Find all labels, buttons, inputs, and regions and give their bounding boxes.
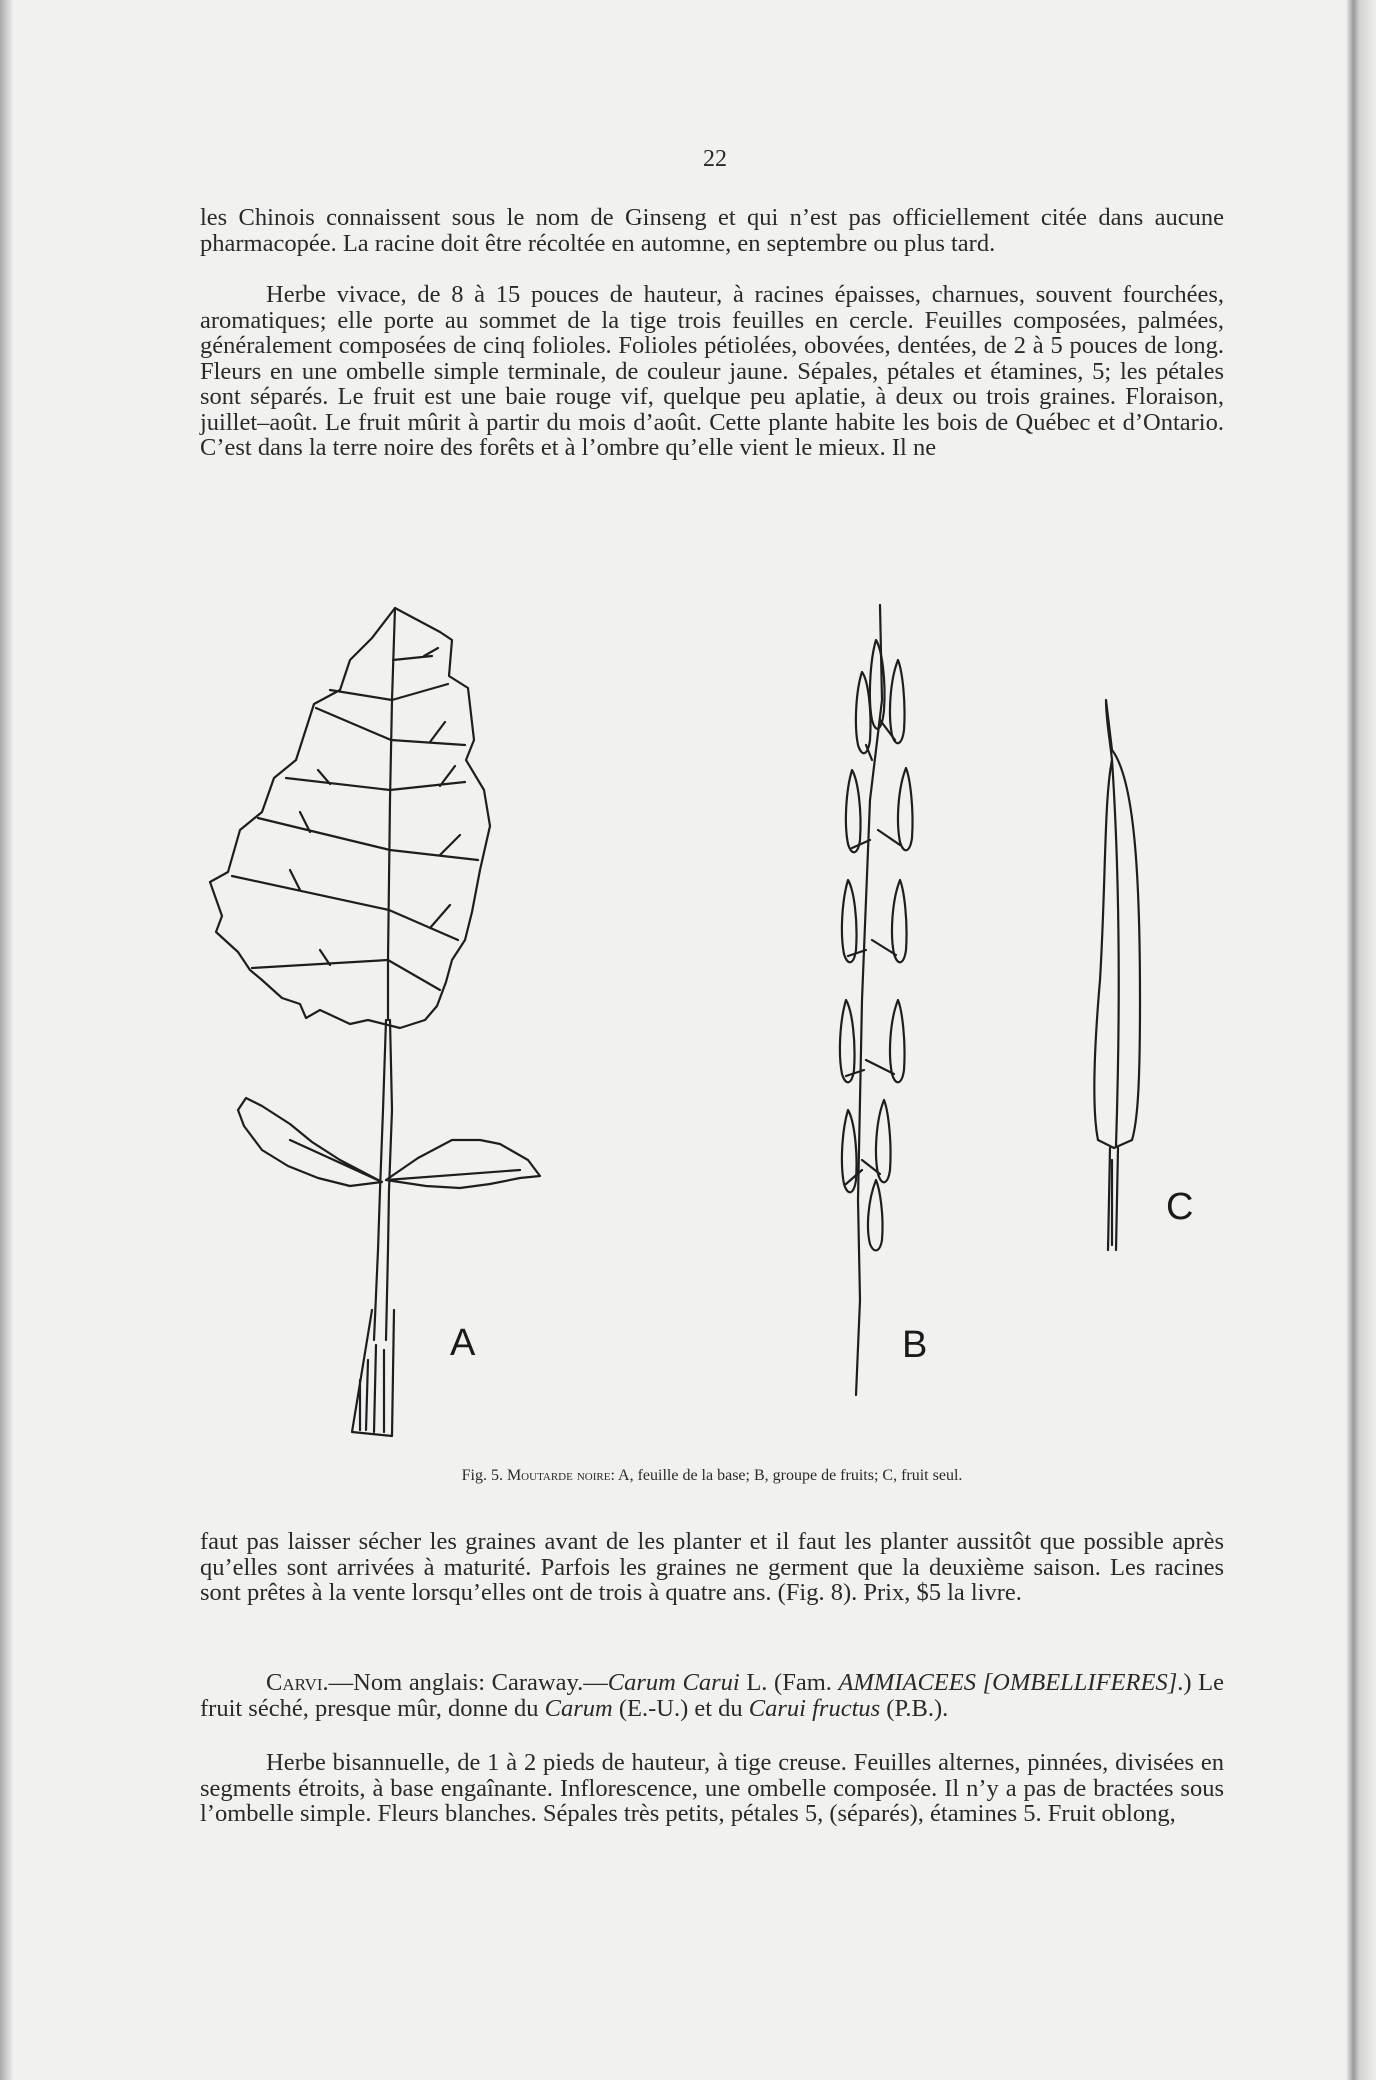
latin-name: Carum Carui [607, 1669, 740, 1696]
family-name: AMMIACEES [OMBELLIFERES] [838, 1669, 1178, 1696]
paragraph-carvi-heading: Carvi.—Nom anglais: Caraway.—Carum Carui L. (Fam. AMMIACEES [OMBELLIFERES].) Le fruit séché, presque mûr, donne du Carum (E.-U.) et du Carui fructus (P.B.). [200, 1669, 1224, 1722]
fruit-pod [868, 1180, 883, 1250]
caption-description: : A, feuille de la base; B, groupe de fruits; C, fruit seul. [610, 1467, 963, 1484]
fruit-pod [876, 1100, 891, 1182]
fruit-pod [898, 768, 913, 850]
paragraph-carvi-description: Herbe bisannuelle, de 1 à 2 pieds de hauteur, à tige creuse. Feuilles alternes, pinnées, divisées en segments étroits, à base engaînante. Inflorescence, une ombelle composée. Il n’y a pas de bractées sous l’ombelle simple. Fleurs blanches. Sépales très petits, pétales 5, (séparés), étamines 5. Fruit oblong, [200, 1749, 1224, 1827]
fruit-pod [842, 880, 857, 962]
lower-leaflet-right [386, 1140, 540, 1188]
fruit-pod [840, 1000, 855, 1082]
leaf-vein [232, 870, 458, 940]
fruit-pod [846, 770, 861, 852]
fruit-pedicels [846, 720, 900, 1184]
leaf-vein [330, 684, 448, 700]
leaf-base-sheath [352, 1310, 394, 1436]
leaf-vein [286, 766, 465, 790]
lower-leaflet-left [238, 1098, 382, 1186]
leaf-vein [258, 812, 478, 860]
caption-fig-number: Fig. 5. [461, 1467, 503, 1484]
figure-label-b: B [902, 1324, 928, 1366]
paragraph-ginseng-intro: les Chinois connaissent sous le nom de Ginseng et qui n’est pas officiellement citée dans aucune pharmacopée. La racine doit être récoltée en automne, en septembre ou plus tard. [200, 204, 1224, 257]
figure-label-c: C [1166, 1186, 1194, 1228]
single-fruit-drawing-c [1094, 700, 1140, 1250]
page-number: 22 [703, 146, 727, 172]
figure-caption [200, 1467, 1224, 1485]
fruit-cluster-stem [856, 605, 882, 1395]
single-fruit-septum [1112, 760, 1119, 1146]
fruit-pod [890, 1000, 905, 1082]
single-fruit-stalk [1108, 1148, 1118, 1250]
fruit-pod [890, 660, 905, 743]
fruit-pod [856, 672, 871, 753]
carvi-title: Carvi [266, 1669, 323, 1696]
figure-label-a: A [450, 1322, 476, 1364]
leaf-vein [393, 648, 438, 660]
paragraph-ginseng-description: Herbe vivace, de 8 à 15 pouces de hauteur, à racines épaisses, charnues, souvent fourchées, aromatiques; elle porte au sommet de la tige trois feuilles en cercle. Feuilles composées, palmées, généralement composées de cinq folioles. Folioles pétiolées, obovées, dentées, de 2 à 5 pouces de long. Fleurs en une ombelle simple terminale, de couleur jaune. Sépales, pétales et étamines, 5; les pétales sont séparés. Le fruit est une baie rouge vif, quelque peu aplatie, à deux ou trois graines. Floraison, juillet–août. Le fruit mûrit à partir du mois d’août. Cette plante habite les bois de Québec et d’Ontario. C’est dans la terre noire des forêts et à l’ombre qu’elle vient le mieux. Il ne [200, 281, 1224, 461]
leaf-midrib [388, 608, 395, 1020]
fruit-cluster-drawing-b [840, 605, 913, 1395]
caption-plant-name: Moutarde noire [506, 1467, 611, 1484]
leaf-drawing-a [210, 608, 540, 1436]
paragraph-ginseng-seeds: faut pas laisser sécher les graines avant de les planter et il faut les planter aussitôt que possible après qu’elles sont arrivées à maturité. Parfois les graines ne germent que la deuxième saison. Les racines sont prêtes à la vente lorsqu’elles ont de trois à quatre ans. (Fig. 8). Prix, $5 la livre. [200, 1528, 1224, 1606]
leaf-outline [210, 608, 490, 1028]
fruit-pod [892, 880, 907, 962]
leaf-vein [252, 950, 440, 990]
